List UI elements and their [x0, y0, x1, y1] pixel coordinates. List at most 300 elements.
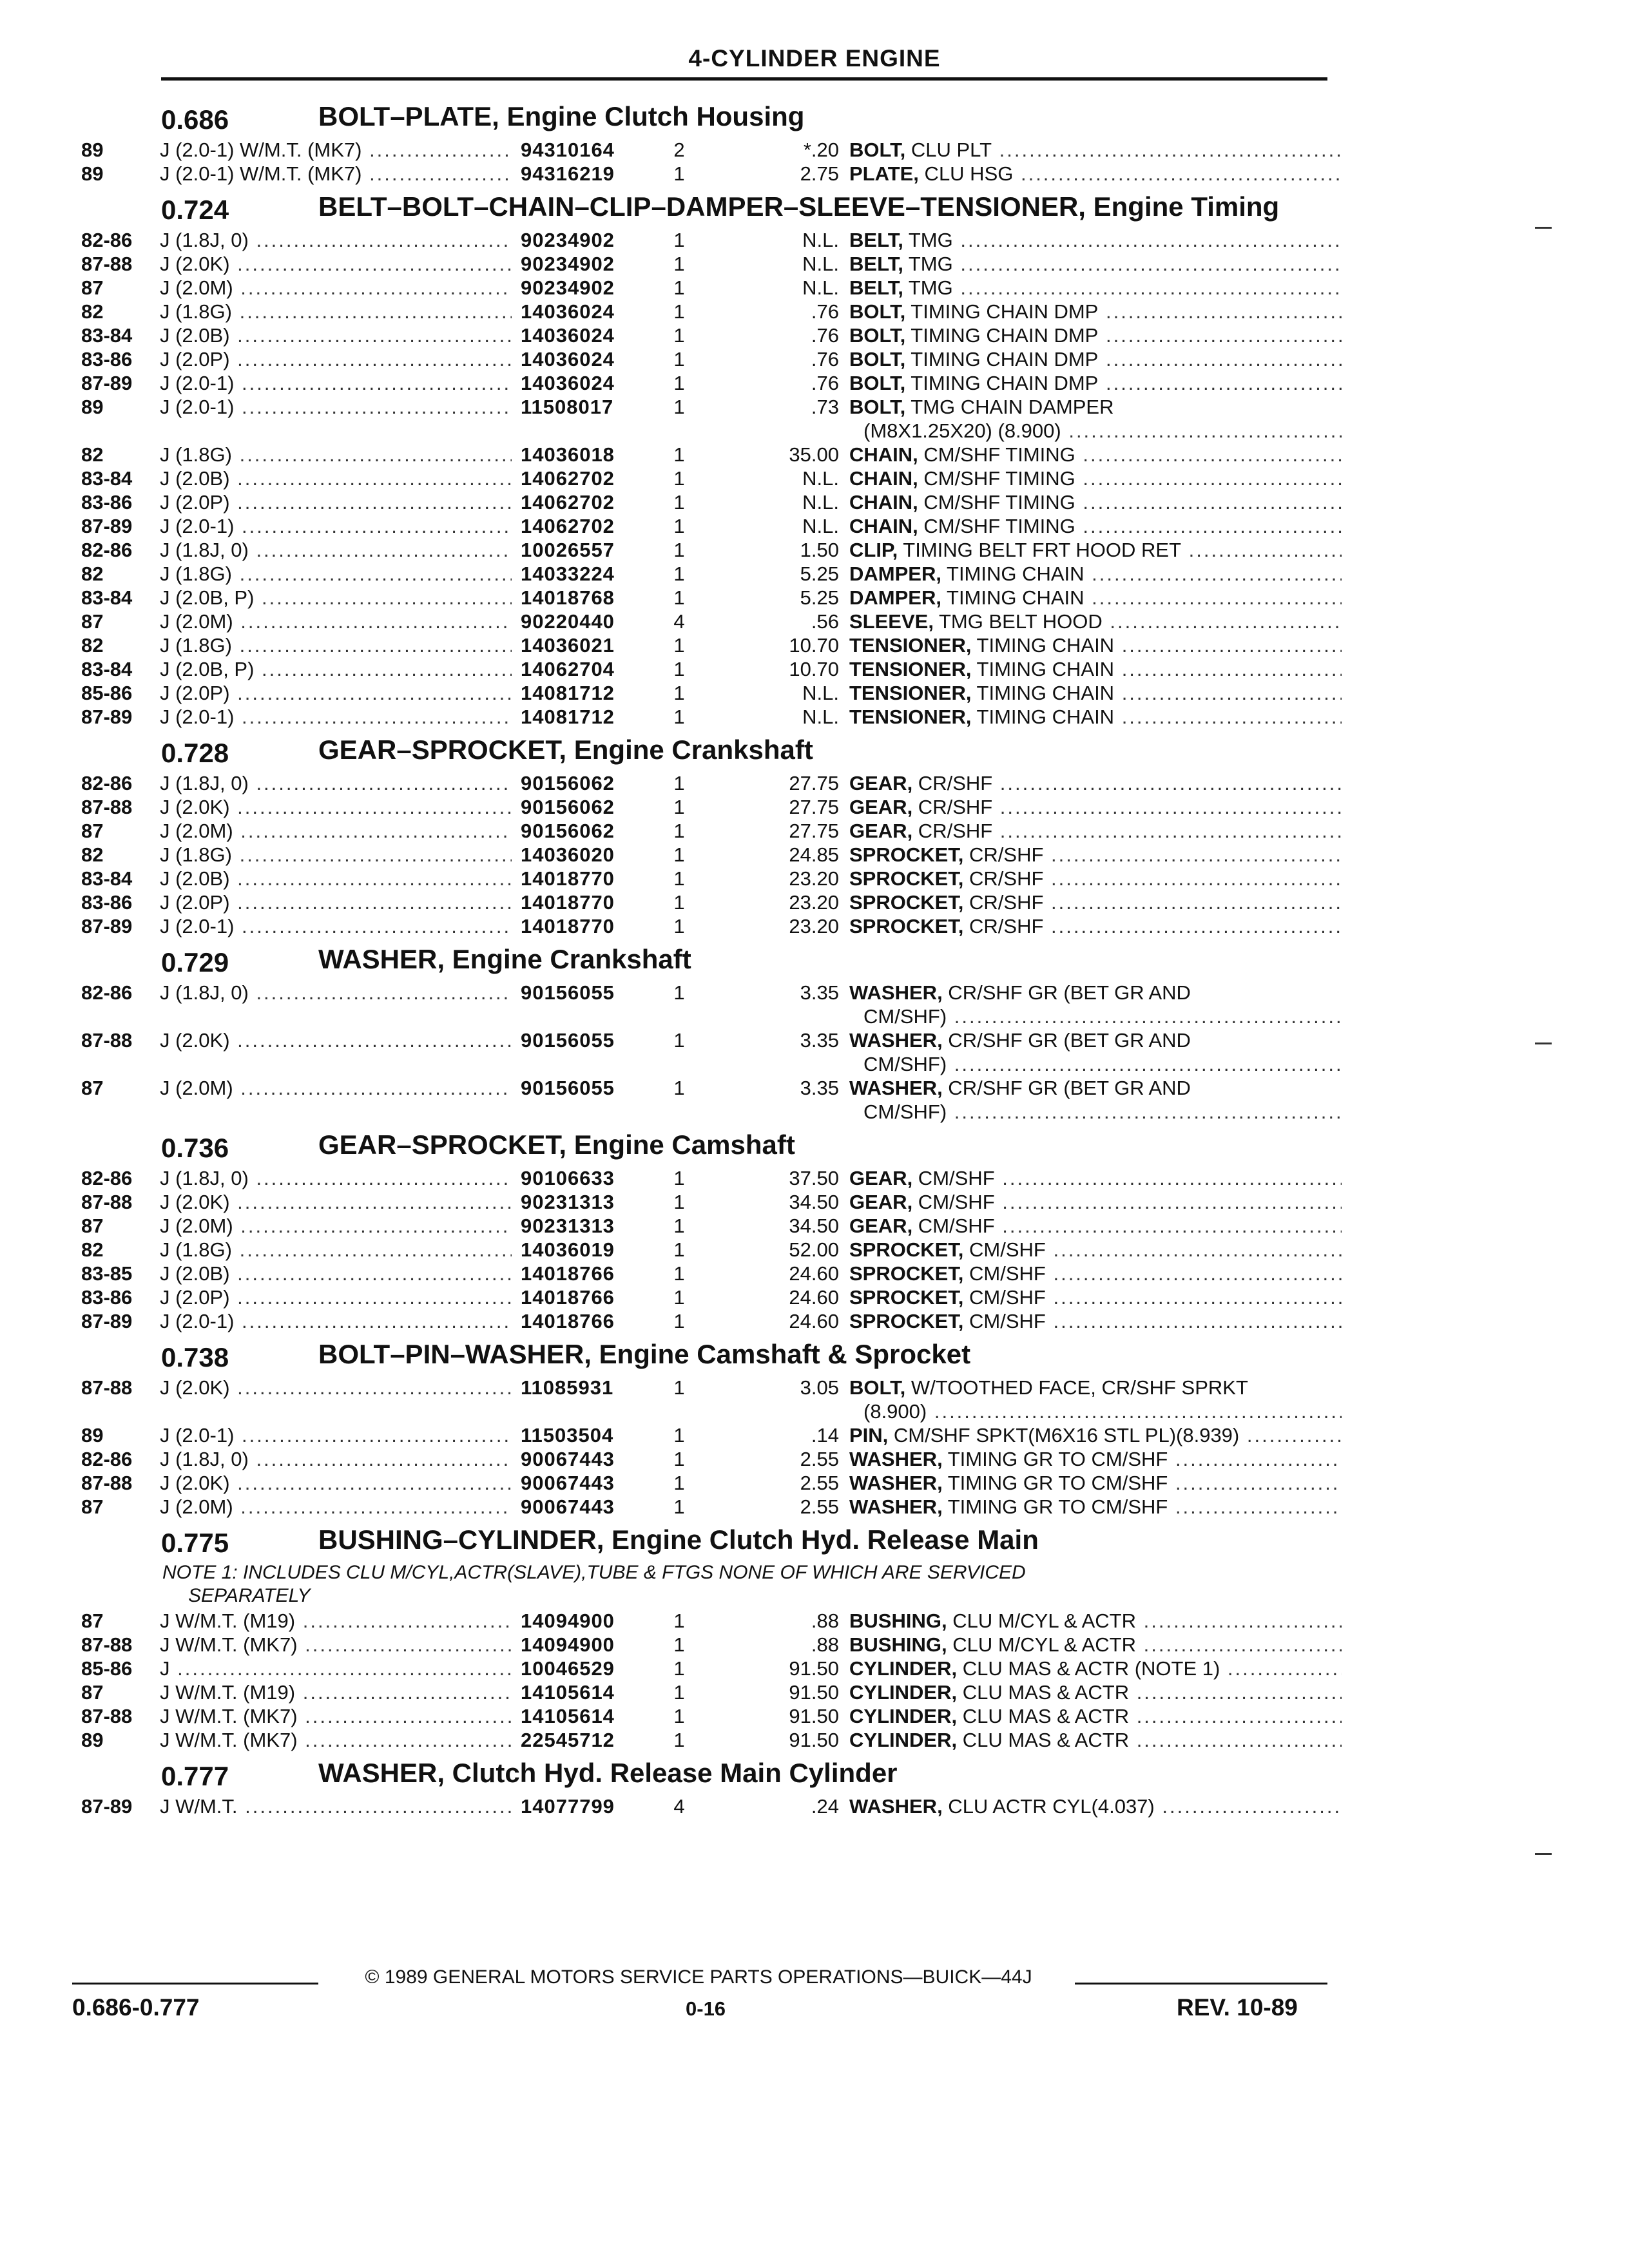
description-detail: CLU MAS & ACTR (NOTE 1) — [957, 1657, 1220, 1680]
price: N.L. — [802, 706, 839, 728]
section-note — [162, 1561, 1342, 1609]
application: J (2.0-1) ..... — [160, 705, 512, 729]
part-description — [849, 162, 1342, 186]
quantity: 1 — [673, 1238, 685, 1261]
model-years: 82-86 — [81, 772, 133, 794]
part-number: 22545712 — [521, 1729, 615, 1751]
quantity: 4 — [673, 1795, 685, 1818]
section-title: GEAR–SPROCKET, Engine Crankshaft — [318, 735, 813, 765]
part-row — [72, 252, 1342, 276]
description-line — [849, 138, 1342, 162]
part-description — [849, 819, 1342, 843]
part-description — [849, 252, 1342, 276]
description-detail: CLU ACTR CYL(4.037) — [942, 1795, 1155, 1818]
description-noun: SLEEVE, — [849, 610, 934, 633]
quantity: 1 — [673, 1029, 685, 1052]
price: 23.20 — [789, 891, 839, 914]
application: J (2.0K) ..... — [160, 1190, 512, 1214]
price: N.L. — [802, 491, 839, 514]
part-description — [849, 1238, 1342, 1262]
section-heading — [72, 734, 1342, 771]
model-years: 82 — [81, 562, 104, 585]
model-years: 82 — [81, 634, 104, 657]
part-number: 14062702 — [521, 467, 615, 490]
description-line — [849, 1262, 1342, 1285]
description-detail: TIMING CHAIN DMP — [905, 348, 1099, 370]
model-years: 82-86 — [81, 229, 133, 251]
part-row — [72, 300, 1342, 323]
application: J (2.0-1) W/M.T. (MK7) ..... — [160, 162, 512, 186]
description-line — [849, 771, 1342, 795]
application: J (2.0-1) ..... — [160, 1423, 512, 1447]
description-line — [849, 443, 1342, 466]
price: .24 — [811, 1795, 839, 1818]
section-number: 0.736 — [161, 1133, 229, 1163]
application: J W/M.T. (MK7) ..... — [160, 1704, 512, 1728]
part-description — [849, 371, 1342, 395]
description-detail: TMG — [903, 229, 953, 251]
description-line — [849, 490, 1342, 514]
model-years: 83-86 — [81, 891, 133, 914]
part-number: 14018770 — [521, 915, 615, 937]
application: J (1.8G) ..... — [160, 443, 512, 466]
description-line — [849, 1376, 1342, 1399]
part-number: 14018770 — [521, 867, 615, 890]
quantity: 1 — [673, 396, 685, 418]
model-years: 83-84 — [81, 658, 133, 680]
price: 27.75 — [789, 796, 839, 818]
part-number: 10046529 — [521, 1657, 615, 1680]
price: 91.50 — [789, 1681, 839, 1704]
part-description — [849, 586, 1342, 610]
part-number: 90231313 — [521, 1215, 615, 1237]
description-noun: CYLINDER, — [849, 1705, 958, 1727]
application: J (2.0B, P) ..... — [160, 586, 512, 610]
part-description — [849, 443, 1342, 466]
application: J (2.0P) ..... — [160, 1285, 512, 1309]
application: J (2.0-1) ..... — [160, 914, 512, 938]
quantity: 1 — [673, 1191, 685, 1213]
part-number: 14036024 — [521, 348, 615, 370]
description-noun: BUSHING, — [849, 1610, 947, 1632]
part-number: 14033224 — [521, 562, 615, 585]
footer-rule-right — [1075, 1983, 1327, 1984]
part-description — [849, 1728, 1342, 1752]
part-number: 90234902 — [521, 276, 615, 299]
model-years: 83-86 — [81, 1286, 133, 1309]
price: N.L. — [802, 515, 839, 537]
note-line: NOTE 1: INCLUDES CLU M/CYL,ACTR(SLAVE),TUBE & FTGS NONE OF WHICH ARE SERVICED — [162, 1562, 1026, 1583]
section-heading — [72, 1338, 1342, 1376]
description-noun: BOLT, — [849, 348, 906, 370]
part-number: 14036021 — [521, 634, 615, 657]
part-description — [849, 1680, 1342, 1704]
description-noun: DAMPER, — [849, 586, 941, 609]
description-line — [849, 1609, 1342, 1633]
description-noun: TENSIONER, — [849, 658, 972, 680]
description-noun: PIN, — [849, 1424, 889, 1446]
quantity: 1 — [673, 467, 685, 490]
description-noun: WASHER, — [849, 1029, 943, 1052]
description-detail: CM/SHF TIMING — [918, 467, 1075, 490]
description-line — [849, 323, 1342, 347]
price: 3.35 — [800, 981, 839, 1004]
description-line — [849, 1076, 1342, 1100]
description-noun: TENSIONER, — [849, 634, 972, 657]
description-noun: WASHER, — [849, 1495, 943, 1518]
description-noun: WASHER, — [849, 981, 943, 1004]
description-noun: BELT, — [849, 253, 903, 275]
description-line — [849, 1704, 1342, 1728]
part-row — [72, 867, 1342, 890]
section-heading — [72, 1129, 1342, 1166]
description-noun: GEAR, — [849, 820, 913, 842]
part-description — [849, 490, 1342, 514]
description-detail: CLU MAS & ACTR — [957, 1705, 1130, 1727]
description-continuation: CM/SHF) ..... — [849, 1004, 1342, 1028]
part-row — [72, 1214, 1342, 1238]
part-description — [849, 1495, 1342, 1519]
part-number: 90067443 — [521, 1472, 615, 1494]
description-noun: BELT, — [849, 229, 903, 251]
part-row — [72, 1704, 1342, 1728]
price: 23.20 — [789, 915, 839, 937]
description-detail: TIMING CHAIN — [971, 634, 1115, 657]
part-description — [849, 538, 1342, 562]
description-detail: TIMING CHAIN — [941, 586, 1084, 609]
application: J (1.8G) ..... — [160, 1238, 512, 1262]
description-detail: CR/SHF — [963, 843, 1044, 866]
part-number: 14018768 — [521, 586, 615, 609]
description-noun: CHAIN, — [849, 491, 918, 514]
description-detail: CM/SHF SPKT(M6X16 STL PL)(8.939) — [888, 1424, 1240, 1446]
part-row — [72, 705, 1342, 729]
price: 2.55 — [800, 1448, 839, 1470]
description-line — [849, 1680, 1342, 1704]
part-description — [849, 1166, 1342, 1190]
price: 2.55 — [800, 1495, 839, 1518]
quantity: 1 — [673, 682, 685, 704]
section-title: BUSHING–CYLINDER, Engine Clutch Hyd. Release Main — [318, 1524, 1039, 1555]
part-row — [72, 981, 1342, 1028]
price: N.L. — [802, 467, 839, 490]
description-noun: TENSIONER, — [849, 706, 972, 728]
model-years: 87 — [81, 1077, 104, 1099]
part-row — [72, 1447, 1342, 1471]
part-description — [849, 1471, 1342, 1495]
price: .88 — [811, 1610, 839, 1632]
part-number: 10026557 — [521, 539, 615, 561]
part-row — [72, 1076, 1342, 1124]
description-detail: CLU MAS & ACTR — [957, 1681, 1130, 1704]
part-description — [849, 1214, 1342, 1238]
model-years: 82 — [81, 843, 104, 866]
description-line — [849, 252, 1342, 276]
part-description — [849, 514, 1342, 538]
quantity: 2 — [673, 139, 685, 161]
part-row — [72, 1633, 1342, 1657]
part-row — [72, 1166, 1342, 1190]
part-description — [849, 705, 1342, 729]
part-number: 14036024 — [521, 372, 615, 394]
part-description — [849, 1657, 1342, 1680]
price: 2.75 — [800, 162, 839, 185]
description-line — [849, 1028, 1342, 1052]
quantity: 1 — [673, 1610, 685, 1632]
description-line — [849, 1238, 1342, 1262]
part-row — [72, 514, 1342, 538]
part-description — [849, 890, 1342, 914]
part-number: 14062702 — [521, 515, 615, 537]
part-description — [849, 1028, 1342, 1076]
part-row — [72, 1028, 1342, 1076]
description-line — [849, 657, 1342, 681]
section-number: 0.729 — [161, 947, 229, 977]
application: J (2.0-1) ..... — [160, 1309, 512, 1333]
application: J (2.0M) ..... — [160, 1076, 512, 1100]
header-rule — [161, 77, 1327, 81]
description-noun: BOLT, — [849, 324, 906, 347]
application: J (1.8J, 0) ..... — [160, 771, 512, 795]
part-row — [72, 819, 1342, 843]
application: J (1.8G) ..... — [160, 300, 512, 323]
description-noun: GEAR, — [849, 796, 913, 818]
model-years: 89 — [81, 162, 104, 185]
application: J (2.0M) ..... — [160, 1495, 512, 1519]
quantity: 1 — [673, 586, 685, 609]
model-years: 83-85 — [81, 1262, 133, 1285]
quantity: 1 — [673, 1167, 685, 1189]
description-noun: CHAIN, — [849, 443, 918, 466]
description-detail: CR/SHF — [963, 891, 1044, 914]
part-description — [849, 228, 1342, 252]
model-years: 83-84 — [81, 867, 133, 890]
price: 10.70 — [789, 634, 839, 657]
quantity: 1 — [673, 891, 685, 914]
quantity: 1 — [673, 562, 685, 585]
part-row — [72, 347, 1342, 371]
part-number: 90156055 — [521, 1029, 615, 1052]
model-years: 83-84 — [81, 324, 133, 347]
price: .76 — [811, 348, 839, 370]
quantity: 1 — [673, 443, 685, 466]
quantity: 1 — [673, 1729, 685, 1751]
price: 1.50 — [800, 539, 839, 561]
description-detail: TIMING GR TO CM/SHF — [942, 1472, 1168, 1494]
description-line — [849, 514, 1342, 538]
description-noun: BOLT, — [849, 139, 906, 161]
description-noun: CYLINDER, — [849, 1681, 958, 1704]
model-years: 82 — [81, 443, 104, 466]
model-years: 87 — [81, 820, 104, 842]
description-detail: TIMING CHAIN DMP — [905, 324, 1099, 347]
price: 2.55 — [800, 1472, 839, 1494]
description-noun: SPROCKET, — [849, 1286, 964, 1309]
description-line — [849, 562, 1342, 586]
description-noun: SPROCKET, — [849, 867, 964, 890]
application: J W/M.T. ..... — [160, 1794, 512, 1818]
part-number: 90156062 — [521, 796, 615, 818]
part-description — [849, 843, 1342, 867]
description-line — [849, 371, 1342, 395]
description-detail: TIMING CHAIN DMP — [905, 372, 1099, 394]
part-row — [72, 371, 1342, 395]
quantity: 1 — [673, 981, 685, 1004]
price: *.20 — [803, 139, 839, 161]
quantity: 1 — [673, 253, 685, 275]
part-number: 90231313 — [521, 1191, 615, 1213]
quantity: 1 — [673, 1077, 685, 1099]
margin-mark — [1535, 227, 1552, 229]
part-row — [72, 228, 1342, 252]
part-description — [849, 1447, 1342, 1471]
model-years: 83-84 — [81, 467, 133, 490]
description-detail: TMG — [903, 276, 953, 299]
part-description — [849, 1423, 1342, 1447]
quantity: 1 — [673, 162, 685, 185]
section-heading — [72, 191, 1342, 228]
description-detail: CR/SHF — [912, 820, 993, 842]
description-detail: CM/SHF TIMING — [918, 443, 1075, 466]
price: 34.50 — [789, 1215, 839, 1237]
description-continuation: CM/SHF) ..... — [849, 1052, 1342, 1076]
description-line — [849, 228, 1342, 252]
model-years: 89 — [81, 1729, 104, 1751]
part-row — [72, 1376, 1342, 1423]
description-detail: TIMING CHAIN — [971, 706, 1115, 728]
quantity: 1 — [673, 1215, 685, 1237]
description-line — [849, 1447, 1342, 1471]
section-number: 0.728 — [161, 738, 229, 768]
price: 23.20 — [789, 867, 839, 890]
part-description — [849, 657, 1342, 681]
description-line — [849, 1633, 1342, 1657]
description-line — [849, 586, 1342, 610]
price: N.L. — [802, 253, 839, 275]
description-line — [849, 633, 1342, 657]
part-row — [72, 843, 1342, 867]
part-row — [72, 1680, 1342, 1704]
part-row — [72, 1495, 1342, 1519]
part-number: 14018766 — [521, 1286, 615, 1309]
price: 3.05 — [800, 1376, 839, 1399]
application: J (2.0K) ..... — [160, 1028, 512, 1052]
price: 5.25 — [800, 562, 839, 585]
model-years: 87-88 — [81, 1472, 133, 1494]
model-years: 87-88 — [81, 1705, 133, 1727]
description-noun: BOLT, — [849, 396, 906, 418]
model-years: 87-88 — [81, 1633, 133, 1656]
quantity: 4 — [673, 610, 685, 633]
price: .88 — [811, 1633, 839, 1656]
description-line — [849, 890, 1342, 914]
part-row — [72, 276, 1342, 300]
part-number: 14105614 — [521, 1705, 615, 1727]
part-number: 11503504 — [521, 1424, 614, 1446]
quantity: 1 — [673, 348, 685, 370]
description-line — [849, 914, 1342, 938]
application: J (2.0B) ..... — [160, 323, 512, 347]
model-years: 87-88 — [81, 253, 133, 275]
description-continuation: CM/SHF) ..... — [849, 1100, 1342, 1124]
quantity: 1 — [673, 706, 685, 728]
description-line — [849, 1728, 1342, 1752]
application: J (1.8J, 0) ..... — [160, 1166, 512, 1190]
price: 52.00 — [789, 1238, 839, 1261]
model-years: 87 — [81, 1610, 104, 1632]
part-number: 90067443 — [521, 1448, 615, 1470]
description-detail: CR/SHF GR (BET GR AND — [942, 1077, 1191, 1099]
quantity: 1 — [673, 658, 685, 680]
description-noun: SPROCKET, — [849, 1238, 964, 1261]
application: J (2.0M) ..... — [160, 1214, 512, 1238]
application: J W/M.T. (M19) ..... — [160, 1609, 512, 1633]
part-number: 90220440 — [521, 610, 615, 633]
price: 37.50 — [789, 1167, 839, 1189]
quantity: 1 — [673, 1424, 685, 1446]
part-number: 14018766 — [521, 1262, 615, 1285]
part-number: 14036020 — [521, 843, 615, 866]
price: 24.60 — [789, 1262, 839, 1285]
part-number: 90156062 — [521, 820, 615, 842]
part-description — [849, 138, 1342, 162]
part-number: 14036019 — [521, 1238, 615, 1261]
part-description — [849, 276, 1342, 300]
part-row — [72, 610, 1342, 633]
description-line — [849, 681, 1342, 705]
part-row — [72, 323, 1342, 347]
part-description — [849, 867, 1342, 890]
description-detail: CR/SHF GR (BET GR AND — [942, 1029, 1191, 1052]
part-description — [849, 1309, 1342, 1333]
quantity: 1 — [673, 772, 685, 794]
description-noun: SPROCKET, — [849, 1262, 964, 1285]
description-line — [849, 610, 1342, 633]
part-number: 94316219 — [521, 162, 615, 185]
section-number: 0.775 — [161, 1528, 229, 1558]
price: 27.75 — [789, 772, 839, 794]
description-line — [849, 705, 1342, 729]
price: 5.25 — [800, 586, 839, 609]
model-years: 87-89 — [81, 1795, 133, 1818]
part-description — [849, 1609, 1342, 1633]
description-line — [849, 867, 1342, 890]
application: J (2.0-1) ..... — [160, 395, 512, 419]
part-number: 14094900 — [521, 1610, 615, 1632]
section-title: WASHER, Clutch Hyd. Release Main Cylinder — [318, 1758, 898, 1788]
model-years: 87-89 — [81, 515, 133, 537]
quantity: 1 — [673, 1495, 685, 1518]
price: .14 — [811, 1424, 839, 1446]
section-number: 0.724 — [161, 195, 229, 225]
part-description — [849, 1704, 1342, 1728]
quantity: 1 — [673, 1376, 685, 1399]
application: J (2.0P) ..... — [160, 890, 512, 914]
description-noun: BOLT, — [849, 300, 906, 323]
quantity: 1 — [673, 796, 685, 818]
quantity: 1 — [673, 515, 685, 537]
part-number: 14062704 — [521, 658, 615, 680]
model-years: 87 — [81, 1215, 104, 1237]
part-description — [849, 1262, 1342, 1285]
part-row — [72, 681, 1342, 705]
parts-listing — [72, 95, 1342, 1818]
application: J (1.8J, 0) ..... — [160, 1447, 512, 1471]
section-number: 0.777 — [161, 1761, 229, 1791]
description-line — [849, 1285, 1342, 1309]
application: J (2.0B) ..... — [160, 867, 512, 890]
footer-copyright: © 1989 GENERAL MOTORS SERVICE PARTS OPERATIONS—BUICK—44J — [365, 1966, 1032, 1988]
